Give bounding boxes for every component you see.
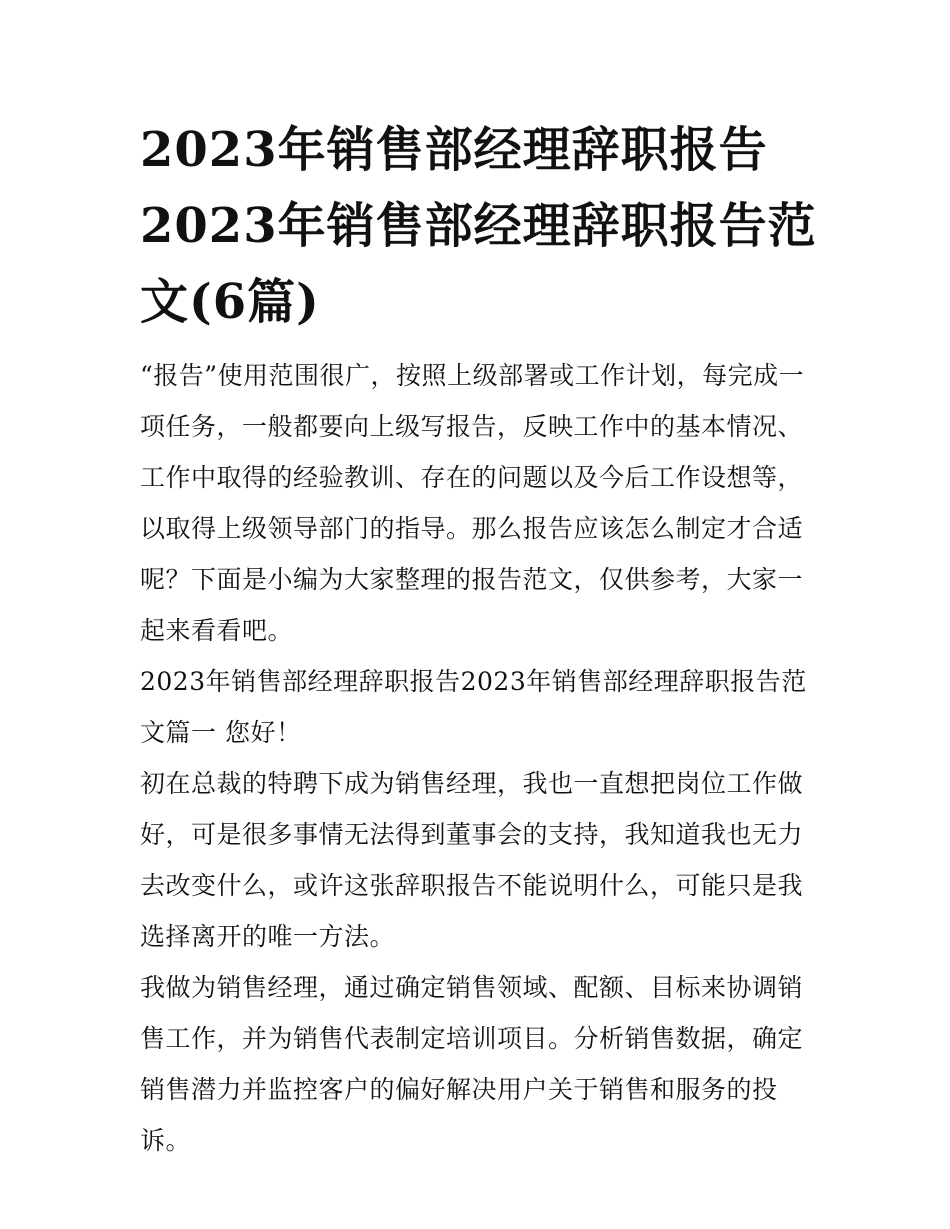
intro-paragraph: “报告”使用范围很广，按照上级部署或工作计划，每完成一项任务，一般都要向上级写报告，反映工作中的基本情况、工作中取得的经验教训、存在的问题以及今后工作设想等，以取得上级领导部门的指导。那么报告应该怎么制定才合适呢？下面是小编为大家整理的报告范文，仅供参考，大家一起来看看吧。 (140, 361, 805, 645)
title-line-1: 2023年销售部经理辞职报告 (140, 122, 768, 178)
body-paragraph: 初在总裁的特聘下成为销售经理，我也一直想把岗位工作做好，可是很多事情无法得到董事会的支持，我知道我也无力去改变什么，或许这张辞职报告不能说明什么，可能只是我选择离开的唯一方法。 (140, 769, 804, 951)
document-title (140, 112, 820, 340)
section-heading-paragraph: 2023年销售部经理辞职报告2023年销售部经理辞职报告范文篇一 您好！ (140, 667, 807, 747)
body-paragraph: 我做为销售经理，通过确定销售领域、配额、目标来协调销售工作，并为销售代表制定培训项目。分析销售数据，确定销售潜力并监控客户的偏好解决用户关于销售和服务的投诉。 (140, 973, 804, 1155)
document-page (140, 112, 820, 1166)
title-line-3: 文(6篇) (140, 274, 320, 330)
title-line-2: 2023年销售部经理辞职报告范 (140, 198, 817, 254)
document-body (140, 350, 820, 1166)
